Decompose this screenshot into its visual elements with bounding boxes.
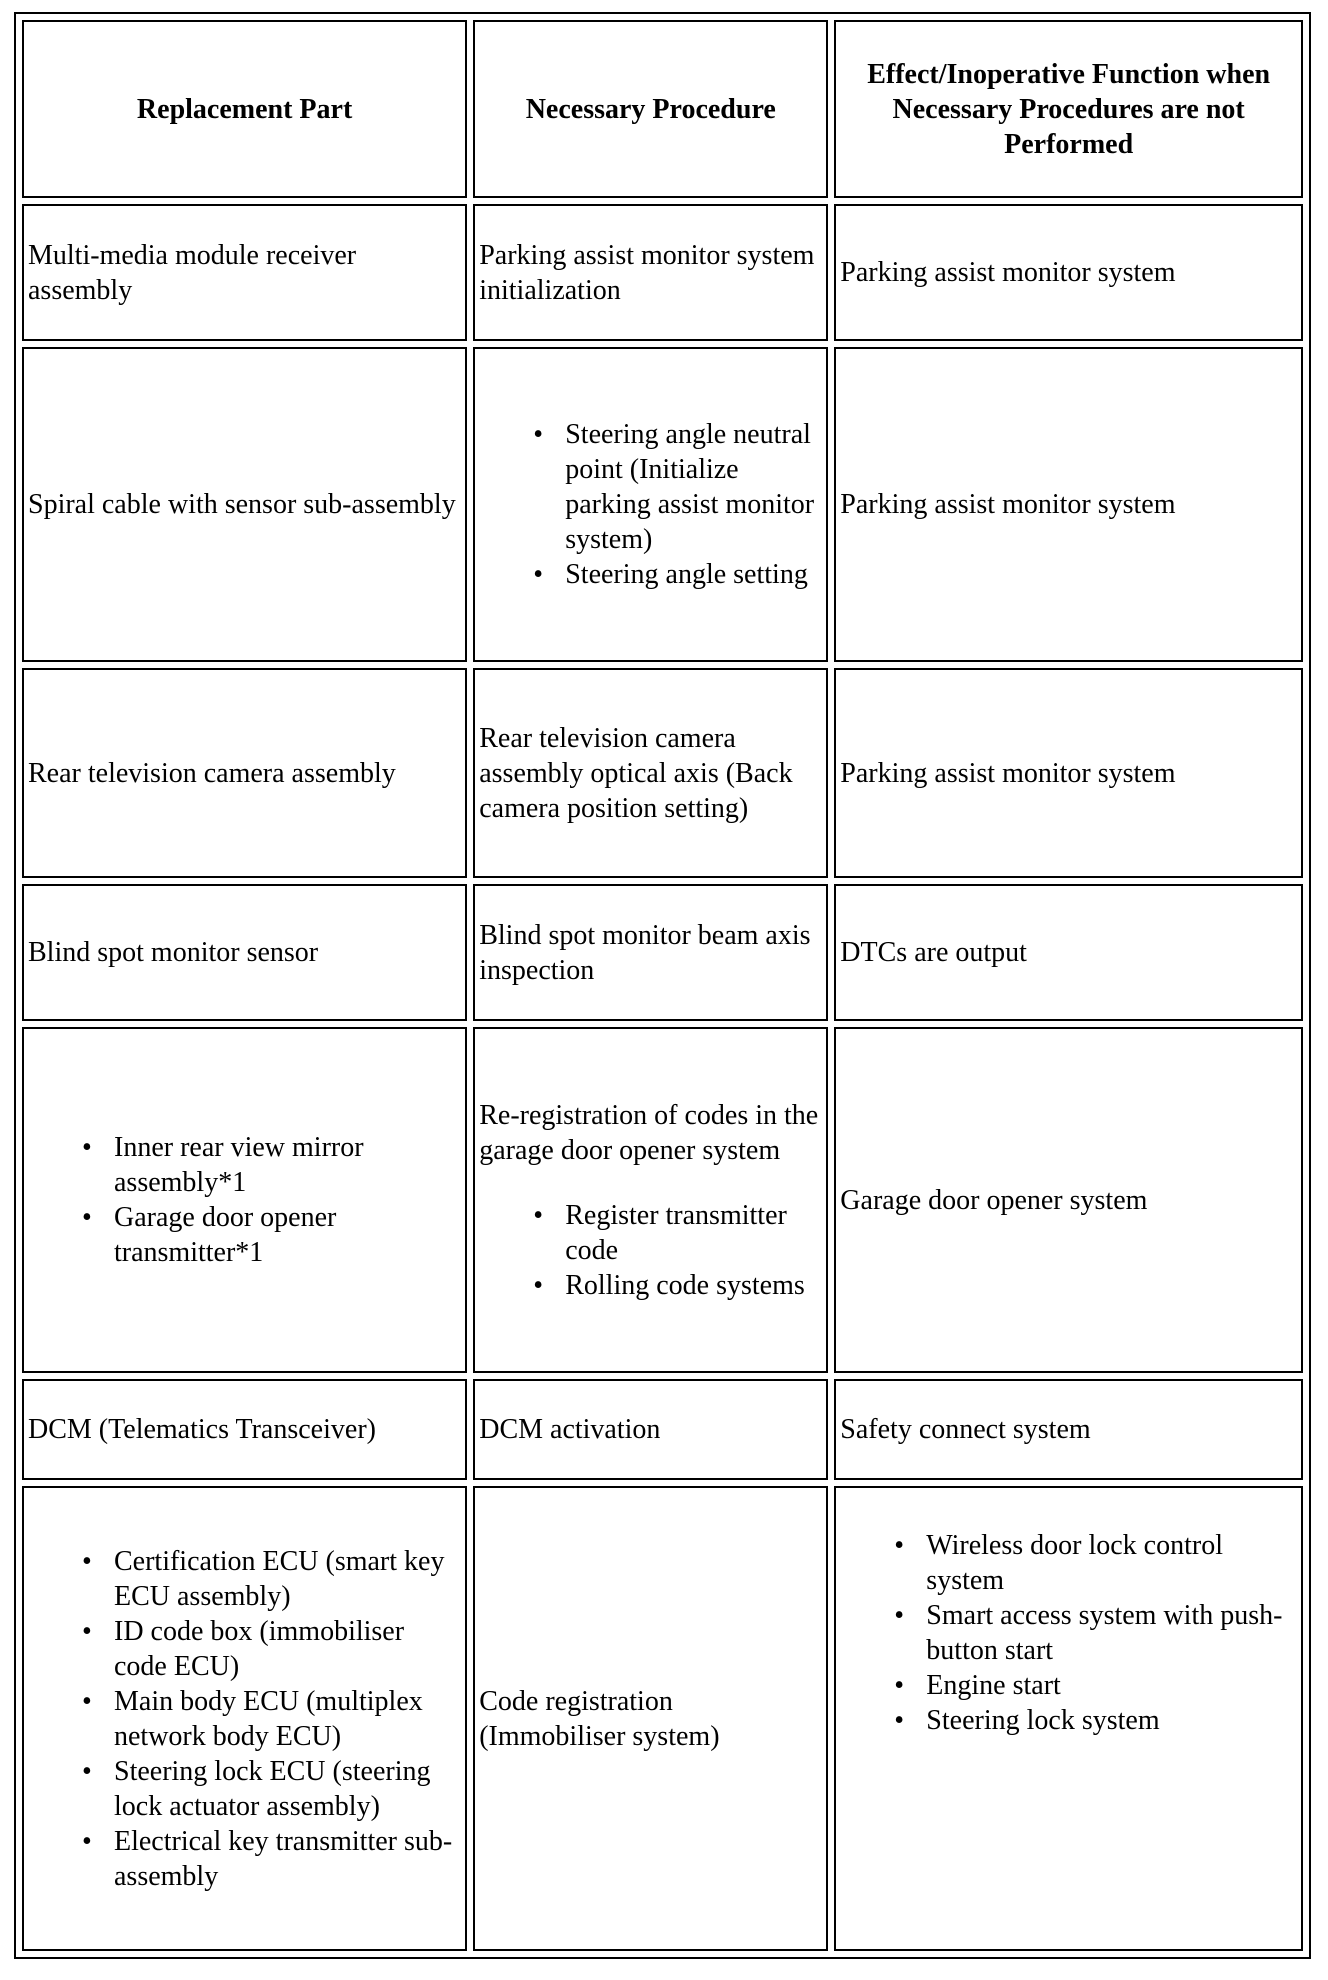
- effect-cell: Garage door opener system: [834, 1027, 1303, 1373]
- list-item: • Smart access system with push-button start: [926, 1598, 1299, 1668]
- effect-cell: [834, 1486, 1303, 1951]
- list-item: • Steering angle neutral point (Initialize parking assist monitor system): [565, 417, 824, 557]
- list-item: • Certification ECU (smart key ECU assembly): [114, 1544, 463, 1614]
- header-effect: Effect/Inoperative Function when Necessary Procedures are not Performed: [834, 20, 1303, 198]
- effect-cell: DTCs are output: [834, 884, 1303, 1021]
- effect-cell: Parking assist monitor system: [834, 204, 1303, 341]
- effect-list: [840, 1528, 1299, 1738]
- list-item: • Steering lock system: [926, 1703, 1299, 1738]
- list-item: • Inner rear view mirror assembly*1: [114, 1130, 463, 1200]
- table-header-row: [22, 20, 1303, 198]
- list-item: • Wireless door lock control system: [926, 1528, 1299, 1598]
- header-replacement-part: Replacement Part: [22, 20, 467, 198]
- procedure-cell: DCM activation: [473, 1379, 828, 1480]
- replacement-procedure-table: [14, 12, 1311, 1959]
- table-row: [22, 204, 1303, 341]
- procedure-list: [479, 417, 824, 592]
- header-necessary-procedure: Necessary Procedure: [473, 20, 828, 198]
- part-cell: DCM (Telematics Transceiver): [22, 1379, 467, 1480]
- part-cell: Rear television camera assembly: [22, 668, 467, 878]
- procedure-cell: Rear television camera assembly optical axis (Back camera position setting): [473, 668, 828, 878]
- list-item: • Garage door opener transmitter*1: [114, 1200, 463, 1270]
- procedure-cell: Parking assist monitor system initialization: [473, 204, 828, 341]
- list-item: • Engine start: [926, 1668, 1299, 1703]
- procedure-cell: Code registration (Immobiliser system): [473, 1486, 828, 1951]
- table-row: [22, 668, 1303, 878]
- list-item: • Main body ECU (multiplex network body ECU): [114, 1684, 463, 1754]
- part-list: [28, 1130, 463, 1270]
- table-row: [22, 347, 1303, 662]
- procedure-list: [479, 1198, 824, 1303]
- procedure-cell: [473, 1027, 828, 1373]
- list-item: • Rolling code systems: [565, 1268, 824, 1303]
- list-item: • Electrical key transmitter sub-assembly: [114, 1824, 463, 1894]
- table-row: [22, 1027, 1303, 1373]
- part-list: [28, 1544, 463, 1894]
- part-cell: Spiral cable with sensor sub-assembly: [22, 347, 467, 662]
- effect-cell: Parking assist monitor system: [834, 668, 1303, 878]
- list-item: • ID code box (immobiliser code ECU): [114, 1614, 463, 1684]
- procedure-cell: [473, 347, 828, 662]
- part-cell: Multi-media module receiver assembly: [22, 204, 467, 341]
- table-row: [22, 884, 1303, 1021]
- effect-cell: Safety connect system: [834, 1379, 1303, 1480]
- part-cell: Blind spot monitor sensor: [22, 884, 467, 1021]
- effect-cell: Parking assist monitor system: [834, 347, 1303, 662]
- procedure-intro: Re-registration of codes in the garage door opener system: [479, 1099, 819, 1166]
- list-item: • Steering angle setting: [565, 557, 824, 592]
- part-cell: [22, 1486, 467, 1951]
- list-item: • Register transmitter code: [565, 1198, 824, 1268]
- part-cell: [22, 1027, 467, 1373]
- table-row: [22, 1379, 1303, 1480]
- list-item: • Steering lock ECU (steering lock actuator assembly): [114, 1754, 463, 1824]
- procedure-cell: Blind spot monitor beam axis inspection: [473, 884, 828, 1021]
- table-row: [22, 1486, 1303, 1951]
